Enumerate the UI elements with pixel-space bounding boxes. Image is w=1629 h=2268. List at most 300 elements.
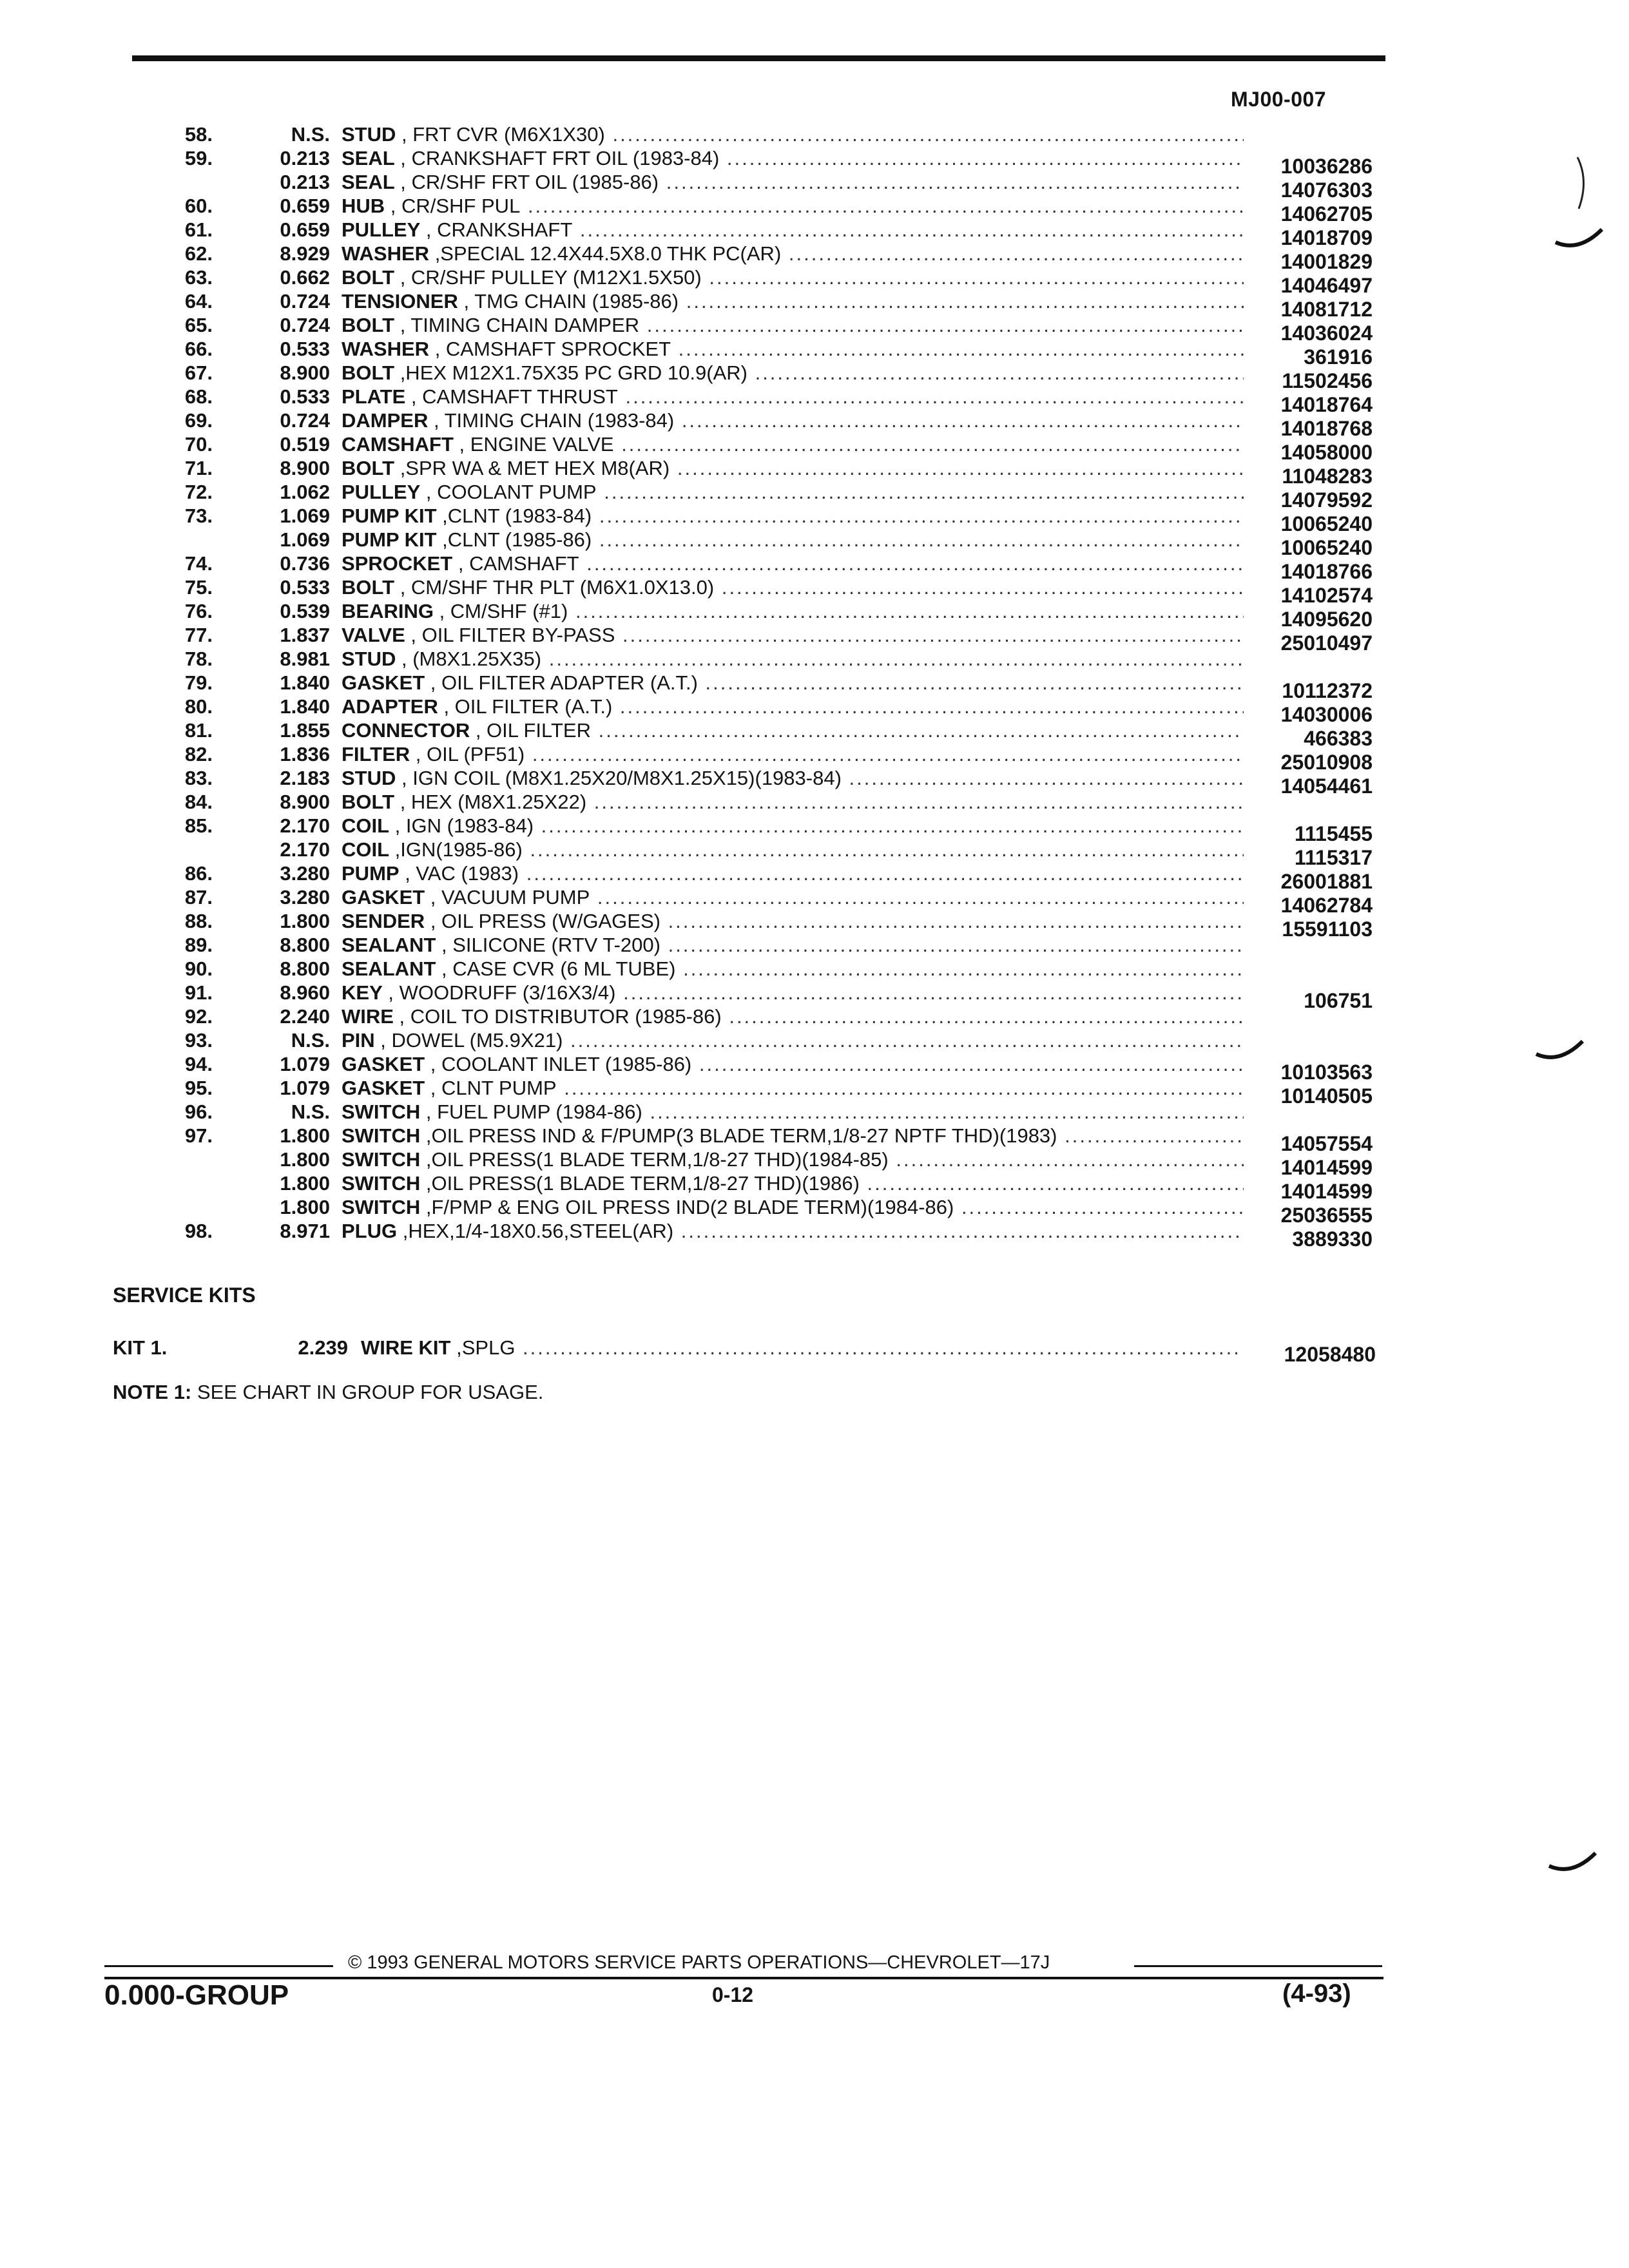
item-name: PULLEY — [342, 218, 421, 241]
item-description — [342, 218, 1244, 242]
item-number: 75. — [184, 576, 213, 599]
item-name: PLATE — [342, 385, 406, 408]
item-detail: , OIL FILTER (A.T.) — [438, 695, 613, 718]
part-row — [116, 289, 1392, 321]
part-number: 14046497 — [1280, 274, 1373, 297]
part-number: 14079592 — [1280, 488, 1373, 512]
part-number: 25010497 — [1280, 631, 1373, 655]
item-detail: , CAMSHAFT SPROCKET — [429, 338, 671, 360]
item-price: 8.929 — [280, 242, 330, 265]
item-price: 1.800 — [280, 1148, 330, 1171]
item-name: WASHER — [342, 242, 430, 265]
part-row — [116, 337, 1392, 369]
part-number: 14030006 — [1280, 703, 1373, 726]
item-price: 1.069 — [280, 528, 330, 551]
item-name: BOLT — [342, 791, 395, 813]
part-row — [116, 265, 1392, 297]
item-description — [342, 909, 1244, 933]
parts-list — [116, 122, 1392, 1251]
part-number: 11502456 — [1282, 369, 1373, 392]
part-row — [116, 742, 1392, 774]
part-number: 11048283 — [1282, 465, 1373, 488]
item-description — [342, 313, 1244, 337]
part-number: 14054461 — [1280, 774, 1373, 798]
item-description — [342, 146, 1244, 170]
item-price: 8.900 — [280, 361, 330, 384]
item-description — [342, 1100, 1244, 1124]
item-number: 73. — [184, 505, 213, 527]
part-number: 10112372 — [1282, 679, 1373, 702]
part-number: 14062705 — [1280, 202, 1373, 226]
item-description — [342, 838, 1244, 861]
part-row — [116, 1124, 1392, 1155]
part-row — [116, 599, 1392, 631]
item-number: 85. — [184, 814, 213, 837]
item-number: 76. — [184, 600, 213, 622]
item-detail: ,OIL PRESS IND & F/PUMP(3 BLADE TERM,1/8-27 NPTF THD)(1983) — [420, 1124, 1057, 1147]
item-price: 8.800 — [280, 934, 330, 956]
item-number: 63. — [184, 266, 213, 289]
item-name: PUMP — [342, 862, 400, 885]
part-number: 25010908 — [1280, 751, 1373, 774]
kit-number: KIT 1. — [113, 1336, 168, 1359]
item-number: 71. — [184, 457, 213, 479]
item-detail: , HEX (M8X1.25X22) — [394, 791, 587, 813]
part-number: 10065240 — [1280, 536, 1373, 559]
part-row — [116, 170, 1392, 202]
item-description — [342, 1195, 1244, 1219]
item-detail: , TIMING CHAIN (1983-84) — [428, 409, 675, 432]
part-row — [116, 766, 1392, 798]
part-number: 14036024 — [1280, 322, 1373, 345]
part-number: 1115317 — [1294, 846, 1373, 869]
item-detail: , CASE CVR (6 ML TUBE) — [436, 957, 676, 980]
item-description — [342, 528, 1244, 552]
part-row — [116, 981, 1392, 1012]
item-price: 1.800 — [280, 1124, 330, 1147]
item-name: VALVE — [342, 624, 405, 646]
footer-rule-left — [104, 1965, 333, 1967]
item-price: 0.519 — [280, 433, 330, 456]
item-number: 80. — [184, 695, 213, 718]
item-detail: ,IGN(1985-86) — [389, 838, 523, 861]
part-row — [116, 647, 1392, 671]
item-number: 66. — [184, 338, 213, 360]
item-name: TENSIONER — [342, 290, 458, 312]
item-name: SWITCH — [342, 1148, 421, 1171]
item-detail: , SILICONE (RTV T-200) — [436, 934, 660, 956]
item-price: 1.079 — [280, 1077, 330, 1099]
part-row — [116, 623, 1392, 655]
margin-mark-bracket — [1572, 155, 1598, 213]
part-row — [116, 1219, 1392, 1251]
item-price: 1.800 — [280, 1196, 330, 1218]
item-description — [342, 861, 1244, 885]
item-price: 0.533 — [280, 576, 330, 599]
margin-mark-curve — [1534, 1037, 1585, 1070]
item-number: 91. — [184, 981, 213, 1004]
item-detail: , CM/SHF THR PLT (M6X1.0X13.0) — [394, 576, 715, 599]
item-description — [342, 766, 1244, 790]
item-price: N.S. — [291, 1100, 330, 1123]
item-name: SWITCH — [342, 1100, 421, 1123]
item-description — [342, 1028, 1244, 1052]
item-price: 8.800 — [280, 957, 330, 980]
item-name: SENDER — [342, 910, 425, 932]
item-detail: , OIL (PF51) — [410, 743, 525, 765]
item-name: CONNECTOR — [342, 719, 470, 742]
item-name: HUB — [342, 195, 385, 217]
item-detail: , CR/SHF PUL — [385, 195, 521, 217]
item-price: 1.079 — [280, 1053, 330, 1075]
part-row — [116, 242, 1392, 273]
item-name: FILTER — [342, 743, 410, 765]
item-detail: ,F/PMP & ENG OIL PRESS IND(2 BLADE TERM)(1984-86) — [420, 1196, 954, 1218]
item-name: SEAL — [342, 147, 395, 169]
item-price: 0.659 — [280, 218, 330, 241]
item-detail: , CRANKSHAFT FRT OIL (1983-84) — [394, 147, 720, 169]
item-detail: , OIL FILTER ADAPTER (A.T.) — [425, 671, 698, 694]
part-row — [116, 790, 1392, 814]
part-row — [116, 671, 1392, 702]
item-detail: , WOODRUFF (3/16X3/4) — [382, 981, 616, 1004]
item-description — [342, 1124, 1244, 1148]
kit-detail: ,SPLG — [450, 1336, 516, 1359]
item-description — [342, 1004, 1244, 1028]
item-description — [342, 337, 1244, 361]
item-number: 98. — [184, 1220, 213, 1242]
item-description — [342, 1171, 1244, 1195]
footer-rule-bottom — [104, 1977, 1383, 1979]
item-name: BOLT — [342, 361, 395, 384]
item-number: 95. — [184, 1077, 213, 1099]
item-description — [342, 695, 1244, 718]
part-number: 14001829 — [1280, 250, 1373, 273]
part-row — [116, 718, 1392, 750]
item-description — [342, 1076, 1244, 1100]
part-row — [116, 1171, 1392, 1203]
item-description — [342, 1052, 1244, 1076]
part-number: 14018764 — [1280, 393, 1373, 416]
item-price: 2.183 — [280, 767, 330, 789]
item-name: SEAL — [342, 171, 395, 193]
item-detail: , CAMSHAFT THRUST — [405, 385, 618, 408]
item-detail: , TIMING CHAIN DAMPER — [394, 314, 640, 336]
part-number: 10036286 — [1280, 155, 1373, 178]
service-kits-heading: SERVICE KITS — [113, 1283, 256, 1307]
item-price: 2.240 — [280, 1005, 330, 1028]
item-number: 87. — [184, 886, 213, 908]
item-name: SWITCH — [342, 1172, 421, 1195]
item-detail: , (M8X1.25X35) — [396, 648, 542, 670]
item-detail: , IGN COIL (M8X1.25X20/M8X1.25X15)(1983-84) — [396, 767, 842, 789]
item-name: KEY — [342, 981, 383, 1004]
part-row — [116, 1076, 1392, 1108]
item-detail: , VAC (1983) — [399, 862, 519, 885]
item-price: 0.213 — [280, 171, 330, 193]
item-number: 82. — [184, 743, 213, 765]
item-detail: , VACUUM PUMP — [425, 886, 590, 908]
item-price: 1.069 — [280, 505, 330, 527]
item-number: 68. — [184, 385, 213, 408]
item-price: 1.836 — [280, 743, 330, 765]
part-number: 26001881 — [1280, 870, 1373, 893]
item-number: 78. — [184, 648, 213, 670]
part-number: 361916 — [1304, 345, 1373, 369]
item-name: BEARING — [342, 600, 434, 622]
footer-rule-right — [1134, 1965, 1382, 1967]
item-price: 1.840 — [280, 695, 330, 718]
item-name: PUMP KIT — [342, 505, 437, 527]
item-number: 86. — [184, 862, 213, 885]
part-number: 14018709 — [1280, 226, 1373, 249]
item-description — [342, 647, 1244, 671]
item-name: COIL — [342, 838, 390, 861]
part-row — [116, 885, 1392, 917]
item-number: 65. — [184, 314, 213, 336]
item-detail: ,CLNT (1985-86) — [436, 528, 592, 551]
item-name: BOLT — [342, 576, 395, 599]
item-description — [342, 957, 1244, 981]
item-detail: ,HEX M12X1.75X35 PC GRD 10.9(AR) — [394, 361, 747, 384]
part-row — [116, 909, 1392, 941]
item-name: PIN — [342, 1029, 375, 1052]
part-number: 10065240 — [1280, 512, 1373, 535]
item-detail: , OIL PRESS (W/GAGES) — [425, 910, 660, 932]
item-number: 96. — [184, 1100, 213, 1123]
note — [113, 1381, 543, 1404]
item-description — [342, 289, 1244, 313]
item-description — [342, 265, 1244, 289]
item-price: N.S. — [291, 123, 330, 146]
item-detail: , CR/SHF PULLEY (M12X1.5X50) — [394, 266, 702, 289]
item-name: PULLEY — [342, 481, 421, 503]
item-description — [342, 671, 1244, 695]
item-price: 3.280 — [280, 862, 330, 885]
top-rule — [132, 55, 1385, 61]
part-number: 14076303 — [1280, 178, 1373, 202]
item-name: PLUG — [342, 1220, 398, 1242]
item-description — [342, 742, 1244, 766]
item-description — [342, 194, 1244, 218]
item-price: 1.855 — [280, 719, 330, 742]
item-price: 8.971 — [280, 1220, 330, 1242]
item-name: GASKET — [342, 1053, 425, 1075]
item-number: 89. — [184, 934, 213, 956]
item-description — [342, 408, 1244, 432]
kit-name: WIRE KIT — [361, 1336, 451, 1359]
item-price: 2.170 — [280, 838, 330, 861]
part-number: 14018768 — [1280, 417, 1373, 440]
item-name: ADAPTER — [342, 695, 438, 718]
part-number: 106751 — [1304, 989, 1373, 1012]
footer-group-label: 0.000-GROUP — [104, 1979, 289, 2011]
item-description — [342, 814, 1244, 838]
item-price: N.S. — [291, 1029, 330, 1052]
part-row — [116, 957, 1392, 981]
margin-mark-curve — [1547, 1849, 1598, 1881]
part-row — [116, 1052, 1392, 1084]
item-name: DAMPER — [342, 409, 429, 432]
footer-copyright: © 1993 GENERAL MOTORS SERVICE PARTS OPERATIONS—CHEVROLET—17J — [348, 1952, 1050, 1973]
item-number: 59. — [184, 147, 213, 169]
item-price: 1.800 — [280, 910, 330, 932]
item-number: 64. — [184, 290, 213, 312]
item-name: SWITCH — [342, 1196, 421, 1218]
item-name: SPROCKET — [342, 552, 453, 575]
part-row — [116, 361, 1392, 392]
item-price: 0.213 — [280, 147, 330, 169]
part-number: 10140505 — [1280, 1084, 1373, 1108]
item-description — [342, 718, 1244, 742]
part-row — [116, 1100, 1392, 1124]
part-row — [116, 1004, 1392, 1028]
item-description — [342, 432, 1244, 456]
item-description — [342, 242, 1244, 265]
part-row — [116, 575, 1392, 607]
item-name: STUD — [342, 767, 396, 789]
item-price: 0.539 — [280, 600, 330, 622]
item-price: 0.724 — [280, 290, 330, 312]
part-row — [116, 122, 1392, 146]
part-row — [116, 385, 1392, 416]
item-description — [342, 552, 1244, 575]
item-description — [342, 623, 1244, 647]
kit-row — [113, 1336, 1376, 1366]
item-price: 8.900 — [280, 791, 330, 813]
part-row — [116, 933, 1392, 957]
item-name: SEALANT — [342, 957, 436, 980]
item-number: 90. — [184, 957, 213, 980]
item-name: BOLT — [342, 457, 395, 479]
item-number: 81. — [184, 719, 213, 742]
item-number: 92. — [184, 1005, 213, 1028]
item-detail: ,OIL PRESS(1 BLADE TERM,1/8-27 THD)(1984-85) — [420, 1148, 889, 1171]
item-description — [342, 575, 1244, 599]
part-number: 14102574 — [1280, 584, 1373, 607]
part-row — [116, 552, 1392, 583]
item-price: 0.533 — [280, 338, 330, 360]
item-number: 97. — [184, 1124, 213, 1147]
item-price: 3.280 — [280, 886, 330, 908]
part-number: 14062784 — [1280, 894, 1373, 917]
item-detail: , CLNT PUMP — [425, 1077, 557, 1099]
item-name: SEALANT — [342, 934, 436, 956]
item-detail: , FUEL PUMP (1984-86) — [420, 1100, 642, 1123]
item-detail: , TMG CHAIN (1985-86) — [458, 290, 679, 312]
part-row — [116, 838, 1392, 869]
item-number: 94. — [184, 1053, 213, 1075]
item-price: 0.724 — [280, 314, 330, 336]
item-number: 58. — [184, 123, 213, 146]
item-number: 74. — [184, 552, 213, 575]
item-description — [342, 790, 1244, 814]
item-description — [342, 599, 1244, 623]
footer-date: (4-93) — [1282, 1979, 1351, 2008]
item-name: CAMSHAFT — [342, 433, 454, 456]
note-text: SEE CHART IN GROUP FOR USAGE. — [191, 1381, 544, 1403]
part-row — [116, 695, 1392, 726]
item-price: 8.981 — [280, 648, 330, 670]
item-name: WIRE — [342, 1005, 394, 1028]
part-number: 14057554 — [1280, 1132, 1373, 1155]
item-number: 93. — [184, 1029, 213, 1052]
item-description — [342, 504, 1244, 528]
part-row — [116, 146, 1392, 178]
part-number: 14014599 — [1280, 1156, 1373, 1179]
item-price: 0.724 — [280, 409, 330, 432]
item-price: 8.900 — [280, 457, 330, 479]
item-name: SWITCH — [342, 1124, 421, 1147]
item-price: 0.736 — [280, 552, 330, 575]
item-description — [342, 1148, 1244, 1171]
part-row — [116, 313, 1392, 345]
item-detail: ,SPR WA & MET HEX M8(AR) — [394, 457, 670, 479]
item-detail: , DOWEL (M5.9X21) — [374, 1029, 563, 1052]
part-number: 466383 — [1304, 727, 1373, 750]
item-detail: ,OIL PRESS(1 BLADE TERM,1/8-27 THD)(1986) — [420, 1172, 860, 1195]
part-number: 1115455 — [1294, 822, 1373, 845]
part-row — [116, 432, 1392, 464]
item-name: GASKET — [342, 1077, 425, 1099]
item-detail: , CAMSHAFT — [452, 552, 579, 575]
item-description — [342, 981, 1244, 1004]
item-name: STUD — [342, 123, 396, 146]
item-number: 69. — [184, 409, 213, 432]
item-price: 2.170 — [280, 814, 330, 837]
item-price: 1.837 — [280, 624, 330, 646]
part-number: 14018766 — [1280, 560, 1373, 583]
part-row — [116, 504, 1392, 535]
item-price: 0.659 — [280, 195, 330, 217]
kit-part-number: 12058480 — [1284, 1343, 1376, 1366]
item-number: 84. — [184, 791, 213, 813]
item-description — [342, 170, 1244, 194]
item-detail: ,HEX,1/4-18X0.56,STEEL(AR) — [397, 1220, 674, 1242]
item-price: 1.062 — [280, 481, 330, 503]
item-detail: , IGN (1983-84) — [389, 814, 534, 837]
footer-page-number: 0-12 — [712, 1983, 754, 2006]
item-description — [342, 385, 1244, 408]
item-number: 60. — [184, 195, 213, 217]
part-number: 15591103 — [1282, 918, 1373, 941]
item-detail: , FRT CVR (M6X1X30) — [396, 123, 605, 146]
item-description — [342, 361, 1244, 385]
part-number: 14095620 — [1280, 608, 1373, 631]
item-description — [342, 885, 1244, 909]
item-number: 77. — [184, 624, 213, 646]
item-detail: , CR/SHF FRT OIL (1985-86) — [394, 171, 659, 193]
document-code: MJ00-007 — [1231, 88, 1327, 111]
item-name: COIL — [342, 814, 390, 837]
part-row — [116, 1028, 1392, 1052]
item-name: WASHER — [342, 338, 430, 360]
item-number: 61. — [184, 218, 213, 241]
item-number: 83. — [184, 767, 213, 789]
part-row — [116, 480, 1392, 512]
item-detail: ,CLNT (1983-84) — [436, 505, 592, 527]
item-name: BOLT — [342, 266, 395, 289]
item-name: BOLT — [342, 314, 395, 336]
part-row — [116, 1195, 1392, 1227]
item-description — [342, 933, 1244, 957]
item-price: 1.800 — [280, 1172, 330, 1195]
part-number: 14058000 — [1280, 441, 1373, 464]
margin-mark-curve — [1553, 226, 1605, 258]
item-detail: , CRANKSHAFT — [420, 218, 573, 241]
item-number: 62. — [184, 242, 213, 265]
kit-price: 2.239 — [298, 1336, 348, 1359]
